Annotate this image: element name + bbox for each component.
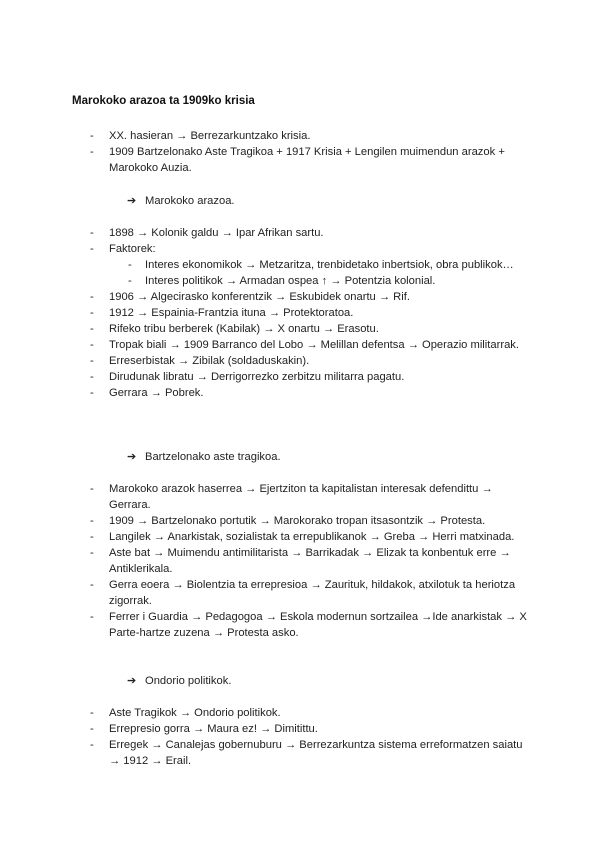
section-heading-tragic-week <box>127 449 281 465</box>
sub-list-item: - Interes ekonomikok → Metzaritza, trenbidetako inbertsiok, obra publikok… <box>109 257 536 273</box>
factors-label: Faktorek: <box>109 243 156 255</box>
list-item: - XX. hasieran → Berrezarkuntzako krisia. <box>0 128 600 144</box>
document-title: Marokoko arazoa ta 1909ko krisia <box>72 95 255 107</box>
list-item: - Gerrara → Pobrek. <box>0 385 600 401</box>
list-item: - Dirudunak libratu → Derrigorrezko zerbitzu militarra pagatu. <box>0 369 600 385</box>
list-item: - Ferrer i Guardia → Pedagogoa → Eskola modernun sortzailea →Ide anarkistak → X Parte-hartze zuzena → Protesta asko. <box>0 609 600 641</box>
list-item: - Erreserbistak → Zibilak (soldaduskakin). <box>0 353 600 369</box>
list-item <box>0 241 600 289</box>
heading-text: Ondorio politikok. <box>145 675 232 687</box>
list-item: - 1906 → Algecirasko konferentzik → Eskubidek onartu → Rif. <box>0 289 600 305</box>
consequences-list <box>0 705 600 769</box>
section-heading-consequences <box>127 673 231 689</box>
list-item: - Aste Tragikok → Ondorio politikok. <box>0 705 600 721</box>
list-item: - 1912 → Espainia-Frantzia ituna → Protektoratoa. <box>0 305 600 321</box>
heading-text: Marokoko arazoa. <box>145 195 235 207</box>
sub-list-item: - Interes politikok → Armadan ospea ↑ → Potentzia kolonial. <box>109 273 536 289</box>
morocco-list <box>0 225 600 401</box>
section-heading-morocco <box>127 193 235 209</box>
list-item: - Gerra eoera → Biolentzia ta errepresioa → Zaurituk, hildakok, atxilotuk ta heriotza zigorrak. <box>0 577 600 609</box>
tragic-week-list <box>0 481 600 641</box>
list-item: - Rifeko tribu berberek (Kabilak) → X onartu → Erasotu. <box>0 321 600 337</box>
list-item: - Erregek → Canalejas gobernuburu → Berrezarkuntza sistema erreformatzen saiatu → 1912 → Erail. <box>0 737 600 769</box>
arrow-icon: ➔ <box>127 451 137 463</box>
heading-text: Bartzelonako aste tragikoa. <box>145 451 281 463</box>
factors-sublist <box>109 257 536 289</box>
arrow-icon: ➔ <box>127 675 137 687</box>
list-item: - Tropak biali → 1909 Barranco del Lobo → Melillan defentsa → Operazio militarrak. <box>0 337 600 353</box>
arrow-icon: ➔ <box>127 195 137 207</box>
list-item: - Errepresio gorra → Maura ez! → Dimitittu. <box>0 721 600 737</box>
list-item: - Langilek → Anarkistak, sozialistak ta errepublikanok → Greba → Herri matxinada. <box>0 529 600 545</box>
list-item: - 1909 Bartzelonako Aste Tragikoa + 1917 Krisia + Lengilen muimendun arazok + Marokoko Auzia. <box>0 144 600 176</box>
list-item: - 1909 → Bartzelonako portutik → Marokorako tropan itsasontzik → Protesta. <box>0 513 600 529</box>
list-item: - Marokoko arazok haserrea → Ejertziton ta kapitalistan interesak defendittu → Gerrara. <box>0 481 600 513</box>
intro-list <box>0 128 600 176</box>
list-item: - 1898 → Kolonik galdu → Ipar Afrikan sartu. <box>0 225 600 241</box>
list-item: - Aste bat → Muimendu antimilitarista → Barrikadak → Elizak ta konbentuk erre → Antiklerikala. <box>0 545 600 577</box>
